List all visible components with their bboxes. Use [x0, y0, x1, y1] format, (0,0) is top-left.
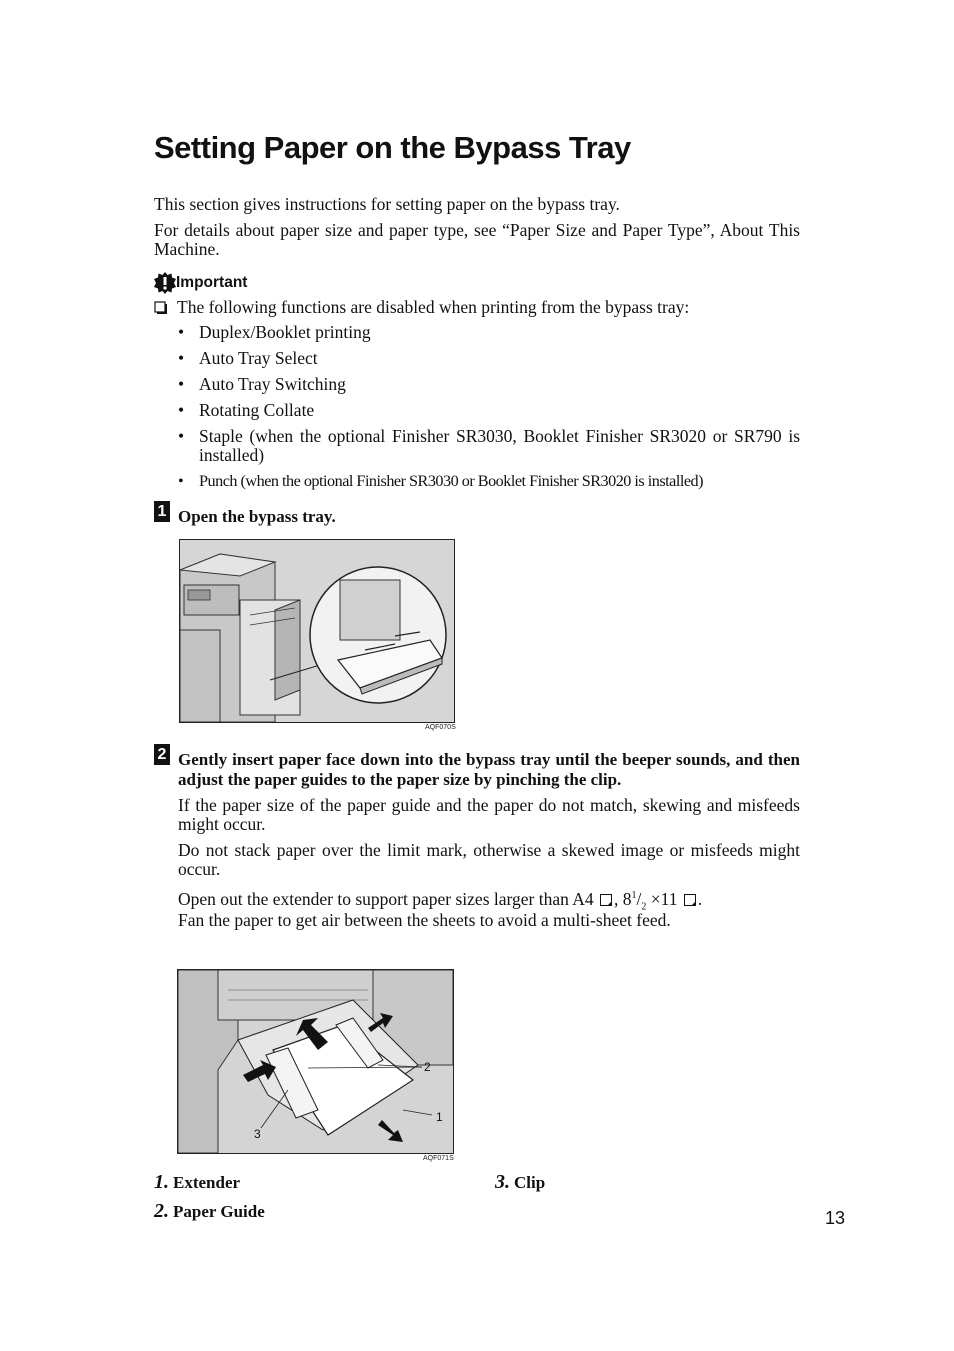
callout-2: 2	[424, 1060, 431, 1074]
figure-insert-paper	[177, 969, 454, 1154]
step-2-note-4: Fan the paper to get air between the sheets to avoid a multi-sheet feed.	[178, 910, 671, 930]
checkbox-icon	[154, 301, 168, 315]
important-header	[154, 272, 247, 294]
bullet-icon: •	[178, 374, 185, 394]
paper-landscape-icon	[684, 894, 696, 906]
step-2-note-2: Do not stack paper over the limit mark, otherwise a skewed image or misfeeds might occur.	[178, 840, 800, 879]
bullet-icon: •	[178, 400, 185, 420]
page-number: 13	[825, 1208, 846, 1228]
callout-1: 1	[436, 1110, 443, 1124]
step-2-text: Gently insert paper face down into the bypass tray until the beeper sounds, and then adjust the paper guides to the paper size by pinching the clip.	[178, 750, 800, 789]
list-item: • Rotating Collate	[178, 400, 315, 420]
step-1-number: 1	[154, 501, 170, 522]
bullet-icon: •	[178, 426, 185, 446]
legend-item-extender: 1. Extender	[154, 1171, 241, 1193]
page-title: Setting Paper on the Bypass Tray	[154, 130, 631, 165]
important-icon	[154, 272, 176, 294]
important-checkbox-line	[154, 298, 689, 317]
list-item: • Duplex/Booklet printing	[178, 322, 371, 342]
paper-landscape-icon	[600, 894, 612, 906]
disabled-functions-list	[178, 323, 800, 491]
step-2-note-1: If the paper size of the paper guide and the paper do not match, skewing and misfeeds might occur.	[178, 795, 800, 834]
legend-item-clip: 3. Clip	[495, 1171, 546, 1193]
callout-3: 3	[254, 1127, 261, 1141]
bullet-icon: •	[178, 322, 185, 342]
figure-open-bypass-tray	[179, 539, 455, 723]
list-item: • Punch (when the optional Finisher SR3030 or Booklet Finisher SR3020 is installed)	[178, 472, 704, 490]
figure-2-code: AQF071S	[423, 1155, 454, 1162]
list-item: • Auto Tray Select	[178, 348, 318, 368]
copier-bypass-illustration	[180, 540, 454, 722]
bypass-paper-insert-illustration	[178, 970, 453, 1153]
legend-item-paper-guide: 2. Paper Guide	[154, 1200, 265, 1222]
list-item: • Staple (when the optional Finisher SR3030, Booklet Finisher SR3020 or SR790 is installed)	[178, 426, 800, 465]
intro-paragraph-2: For details about paper size and paper type, see “Paper Size and Paper Type”, About This Machine.	[154, 220, 800, 259]
intro-paragraph-1: This section gives instructions for setting paper on the bypass tray.	[154, 194, 620, 214]
bullet-icon: •	[178, 472, 184, 490]
list-item: • Auto Tray Switching	[178, 374, 346, 394]
step-2-number: 2	[154, 744, 170, 765]
important-label: Important	[176, 274, 248, 291]
important-checkbox-text: The following functions are disabled when printing from the bypass tray:	[177, 297, 690, 317]
figure-1-code: AQF070S	[425, 724, 456, 731]
bullet-icon: •	[178, 348, 185, 368]
step-1-text: Open the bypass tray.	[178, 507, 336, 526]
step-2-note-3: Open out the extender to support paper sizes larger than A4 , $8^1/_2 \times 11$ .	[178, 888, 703, 913]
